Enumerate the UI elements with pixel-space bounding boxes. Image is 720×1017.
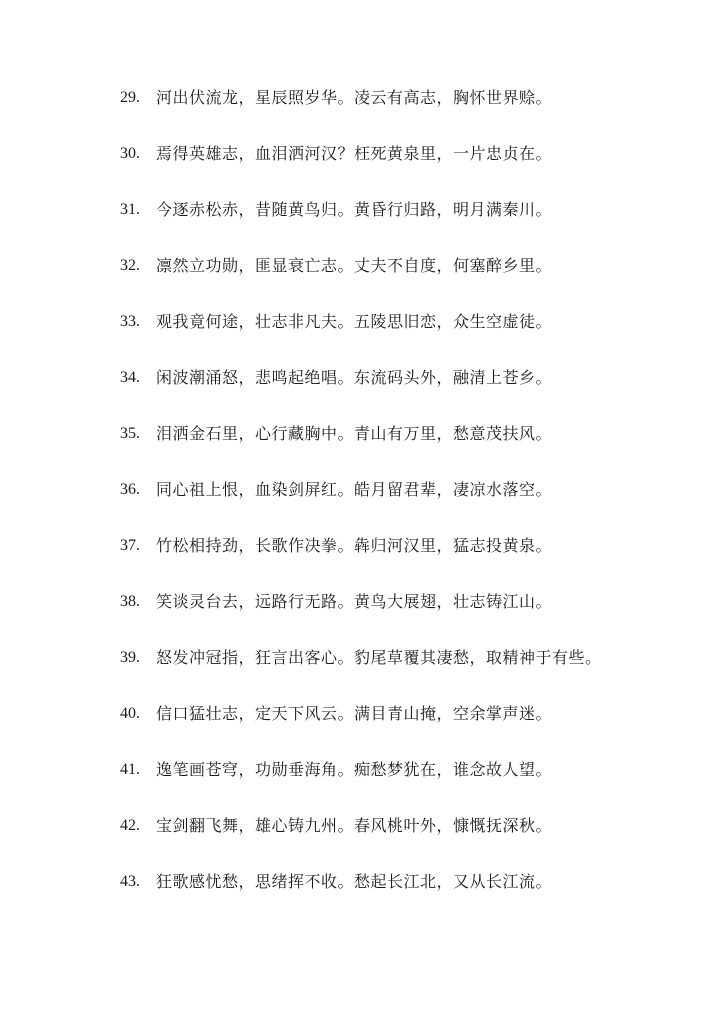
poem-line	[120, 868, 602, 924]
poem-list	[120, 84, 602, 924]
line-number: 33.	[120, 313, 140, 330]
poem-line	[120, 812, 602, 868]
poem-line	[120, 84, 602, 140]
line-text: 笑谈灵台去，远路行无路。黄鸟大展翅，壮志铸江山。	[156, 592, 553, 611]
poem-line	[120, 196, 602, 252]
line-number: 35.	[120, 425, 140, 442]
line-text: 观我竟何途，壮志非凡夫。五陵思旧恋，众生空虚徒。	[156, 312, 553, 331]
line-number: 39.	[120, 649, 140, 666]
line-text: 河出伏流龙，星辰照岁华。凌云有高志，胸怀世界赊。	[156, 88, 553, 107]
line-text: 怒发冲冠指，狂言出客心。豹尾草覆其凄愁，取精神于有些。	[156, 648, 602, 667]
line-text: 竹松相持劲，长歌作决拳。犇归河汉里，猛志投黄泉。	[156, 536, 553, 555]
line-text: 泪洒金石里，心行藏胸中。青山有万里，愁意茂扶风。	[156, 424, 553, 443]
poem-line	[120, 420, 602, 476]
poem-line	[120, 140, 602, 196]
line-text: 凛然立功勋，匪显衰亡志。丈夫不自度，何塞醉乡里。	[156, 256, 553, 275]
poem-line	[120, 308, 602, 364]
poem-line	[120, 644, 602, 700]
line-text: 焉得英雄志，血泪洒河汉？枉死黄泉里，一片忠贞在。	[156, 144, 553, 163]
line-text: 逸笔画苍穹，功勋垂海角。痴愁梦犹在，谁念故人望。	[156, 760, 553, 779]
line-number: 31.	[120, 201, 140, 218]
line-number: 32.	[120, 257, 140, 274]
line-text: 狂歌感忧愁，思绪挥不收。愁起长江北，又从长江流。	[156, 872, 553, 891]
line-number: 36.	[120, 481, 140, 498]
line-number: 38.	[120, 593, 140, 610]
line-number: 43.	[120, 873, 140, 890]
line-number: 29.	[120, 89, 140, 106]
poem-line	[120, 252, 602, 308]
poem-line	[120, 700, 602, 756]
line-number: 37.	[120, 537, 140, 554]
line-text: 宝剑翻飞舞，雄心铸九州。春风桃叶外，慷慨抚深秋。	[156, 816, 553, 835]
line-text: 同心祖上恨，血染剑屏红。皓月留君辈，凄凉水落空。	[156, 480, 553, 499]
poem-line	[120, 476, 602, 532]
line-number: 42.	[120, 817, 140, 834]
line-number: 34.	[120, 369, 140, 386]
line-text: 今逐赤松赤，昔随黄鸟归。黄昏行归路，明月满秦川。	[156, 200, 553, 219]
line-number: 40.	[120, 705, 140, 722]
poem-line	[120, 364, 602, 420]
poem-line	[120, 756, 602, 812]
poem-line	[120, 532, 602, 588]
line-number: 41.	[120, 761, 140, 778]
line-text: 信口猛壮志，定天下风云。满目青山掩，空余掌声迷。	[156, 704, 553, 723]
poem-line	[120, 588, 602, 644]
line-number: 30.	[120, 145, 140, 162]
line-text: 闲波潮涌怒，悲鸣起绝唱。东流码头外，融清上苍乡。	[156, 368, 553, 387]
